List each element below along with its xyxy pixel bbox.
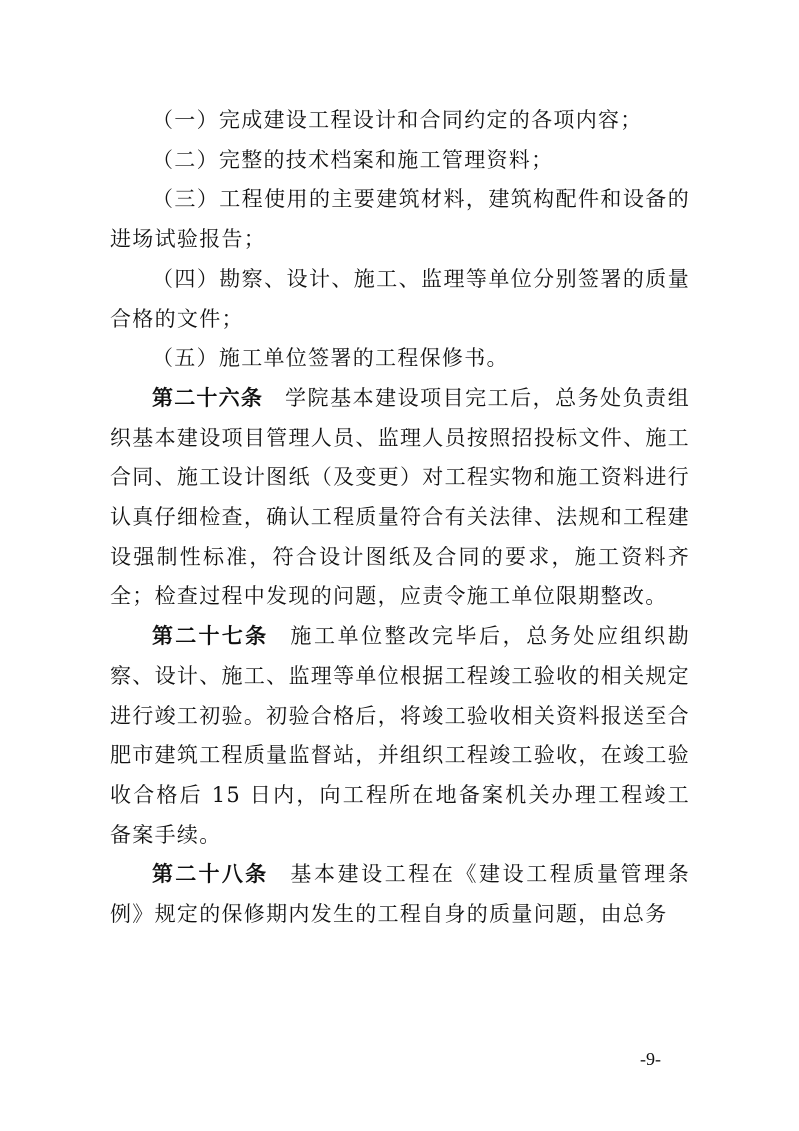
article-26 bbox=[110, 379, 690, 617]
article-26-title: 第二十六条 bbox=[152, 385, 264, 410]
article-27-title: 第二十七条 bbox=[152, 624, 269, 649]
page-number: -9- bbox=[640, 1049, 661, 1069]
article-26-text: 学院基本建设项目完工后，总务处负责组织基本建设项目管理人员、监理人员按照招投标文件、施工合同、施工设计图纸（及变更）对工程实物和施工资料进行认真仔细检查，确认工程质量符合有关法律、法规和工程建设强制性标准，符合设计图纸及合同的要求，施工资料齐全；检查过程中发现的问题，应责令施工单位限期整改。 bbox=[110, 385, 690, 609]
article-28 bbox=[110, 855, 690, 934]
list-item-4: （四）勘察、设计、施工、监理等单位分别签署的质量合格的文件； bbox=[110, 266, 690, 331]
article-28-title: 第二十八条 bbox=[152, 862, 269, 887]
page-body bbox=[110, 101, 690, 935]
list-item-5: （五）施工单位签署的工程保修书。 bbox=[152, 346, 509, 371]
article-27-text: 施工单位整改完毕后，总务处应组织勘察、设计、施工、监理等单位根据工程竣工验收的相关规定进行竣工初验。初验合格后，将竣工验收相关资料报送至合肥市建筑工程质量监督站，并组织工程竣工验收，在竣工验收合格后 15 日内，向工程所在地备案机关办理工程竣工备案手续。 bbox=[110, 624, 690, 847]
article-28-text: 基本建设工程在《建设工程质量管理条例》规定的保修期内发生的工程自身的质量问题，由总务 bbox=[110, 862, 690, 927]
article-27 bbox=[110, 617, 690, 855]
list-item-3: （三）工程使用的主要建筑材料，建筑构配件和设备的进场试验报告； bbox=[110, 187, 690, 252]
list-item-2: （二）完整的技术档案和施工管理资料； bbox=[152, 147, 554, 172]
list-item-1: （一）完成建设工程设计和合同约定的各项内容； bbox=[152, 108, 643, 132]
